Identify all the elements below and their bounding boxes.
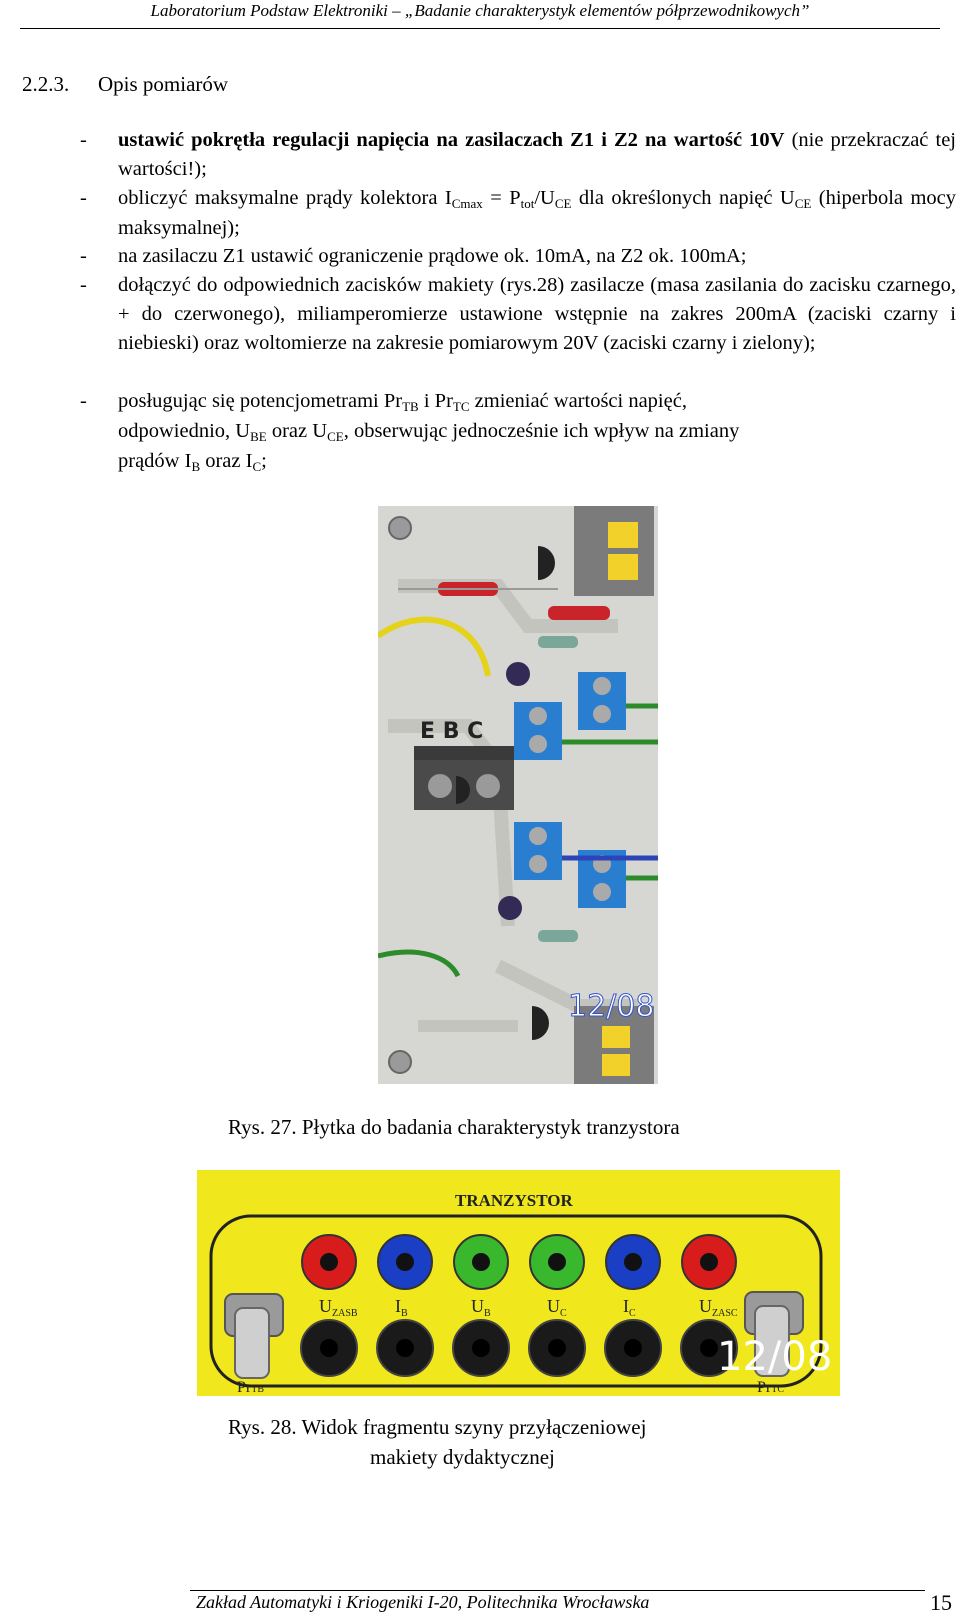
item-5-text: odpowiednio, U bbox=[118, 420, 251, 442]
jack-label: $I_C$ bbox=[623, 1296, 636, 1319]
item-1-bold: ustawić pokrętła regulacji napięcia na zasilaczach Z1 i Z2 na wartość 10V bbox=[118, 129, 785, 151]
figure-2-caption-line-1: Rys. 28. Widok fragmentu szyny przyłączeniowej bbox=[228, 1415, 647, 1439]
pot-right-label: Pr bbox=[757, 1379, 772, 1396]
item-5-text: ; bbox=[261, 450, 267, 472]
item-5-text: oraz U bbox=[266, 420, 328, 442]
section-title: Opis pomiarów bbox=[98, 72, 229, 96]
pcb-date-label: 12/08 bbox=[568, 989, 655, 1024]
item-5-text: zmieniać wartości napięć, bbox=[469, 390, 687, 412]
item-2-text: (hiperbola mocy maksymalnej); bbox=[118, 187, 956, 239]
header-text: Laboratorium Podstaw Elektroniki – „Badanie charakterystyk elementów półprzewodnikowych” bbox=[150, 1, 810, 20]
item-5-text: i Pr bbox=[418, 390, 453, 412]
item-5-text: prądów I bbox=[118, 450, 192, 472]
page-header bbox=[0, 0, 960, 30]
item-4-text: dołączyć do odpowiednich zacisków makiety (rys.28) zasilacze (masa zasilania do zacisku czarnego, + do czerwonego), miliamperomierze ustawione wstępnie na zakres 200mA (zaciski czarny i niebieski) oraz woltomierze na zakresie pomiarowym 20V (zaciski czarny i zielony); bbox=[118, 274, 956, 354]
list-item: - ustawić pokrętła regulacji napięcia na zasilaczach Z1 i Z2 na wartość 10V (nie przekraczać tej wartości!); bbox=[80, 129, 956, 180]
item-3-text: na zasilaczu Z1 ustawić ograniczenie prądowe ok. 10mA, na Z2 ok. 100mA; bbox=[118, 245, 747, 267]
item-5-sub: B bbox=[191, 459, 201, 474]
list-item: - dołączyć do odpowiednich zacisków makiety (rys.28) zasilacze (masa zasilania do zacisku czarnego, + do czerwonego), miliamperomierze ustawione wstępnie na zakres 200mA (zaciski czarny i niebieski) oraz woltomierze na zakresie pomiarowym 20V (zaciski czarny i zielony); bbox=[80, 271, 956, 358]
jack-label: $U_B$ bbox=[471, 1296, 491, 1319]
jack-hole bbox=[700, 1339, 718, 1357]
footer-rule bbox=[190, 1590, 925, 1591]
jack-label: $U_C$ bbox=[547, 1296, 567, 1319]
jack-label: $U_{ZASC}$ bbox=[699, 1296, 738, 1319]
list-item: - obliczyć maksymalne prądy kolektora ICmax = Ptot/UCE dla określonych napięć UCE (hiperbola mocy maksymalnej); bbox=[80, 187, 956, 239]
list-item: - posługując się potencjometrami PrTB i PrTC zmieniać wartości napięć, odpowiednio, UBE oraz UCE, obserwując jednocześnie ich wpływ na zmiany prądów IB oraz IC; bbox=[80, 390, 740, 474]
item-5-text: , obserwując jednocześnie ich wpływ na zmiany bbox=[343, 420, 740, 442]
item-5-sub: CE bbox=[327, 429, 344, 444]
pot-left-label: Pr bbox=[237, 1379, 252, 1396]
header-rule bbox=[20, 28, 940, 29]
list-item: - na zasilaczu Z1 ustawić ograniczenie prądowe ok. 10mA, na Z2 ok. 100mA; bbox=[80, 242, 956, 271]
item-5-sub: TC bbox=[452, 399, 470, 414]
jack-hole bbox=[624, 1339, 642, 1357]
item-2-sub: CE bbox=[794, 196, 812, 211]
jack-hole bbox=[700, 1253, 718, 1271]
pcb-photo bbox=[378, 506, 658, 1084]
item-2-text: obliczyć maksymalne prądy kolektora I bbox=[118, 187, 452, 209]
item-1-rest: (nie przekraczać tej wartości!); bbox=[118, 129, 956, 180]
pcb-illustration bbox=[378, 506, 658, 1084]
item-5-sub: BE bbox=[250, 429, 267, 444]
figure-1-caption: Rys. 27. Płytka do badania charakterystyk tranzystora bbox=[228, 1115, 680, 1139]
page-number: 15 bbox=[930, 1590, 952, 1615]
item-5-sub: TB bbox=[402, 399, 419, 414]
panel-date-label: 12/08 bbox=[717, 1334, 833, 1380]
jack-hole bbox=[472, 1339, 490, 1357]
item-5-sub: C bbox=[252, 459, 262, 474]
connector-strip-illustration bbox=[197, 1170, 840, 1396]
panel-title: TRANZYSTOR bbox=[455, 1191, 573, 1210]
jack-label: $U_{ZASB}$ bbox=[319, 1296, 358, 1319]
item-2-sub: tot bbox=[520, 196, 535, 211]
figure-2-caption-line-2: makiety dydaktycznej bbox=[370, 1445, 555, 1469]
jack-hole bbox=[548, 1253, 566, 1271]
pot-right-sub: TC bbox=[771, 1384, 785, 1395]
jack-hole bbox=[320, 1339, 338, 1357]
item-2-text: /U bbox=[534, 187, 555, 209]
item-2-sub: Cmax bbox=[451, 196, 483, 211]
item-5-text: oraz I bbox=[200, 450, 253, 472]
jack-hole bbox=[548, 1339, 566, 1357]
item-5-text: posługując się potencjometrami Pr bbox=[118, 390, 403, 412]
section-heading bbox=[22, 72, 228, 97]
section-number: 2.2.3. bbox=[22, 72, 70, 96]
jack-hole bbox=[396, 1339, 414, 1357]
item-2-text: = P bbox=[482, 187, 521, 209]
pot-left-sub: TB bbox=[251, 1384, 265, 1395]
jack-hole bbox=[624, 1253, 642, 1271]
item-2-sub: CE bbox=[554, 196, 572, 211]
jack-hole bbox=[472, 1253, 490, 1271]
jack-label: $I_B$ bbox=[395, 1296, 408, 1319]
jack-hole bbox=[396, 1253, 414, 1271]
connector-strip-photo bbox=[197, 1170, 840, 1396]
item-2-text: dla określonych napięć U bbox=[571, 187, 795, 209]
ebc-label: E B C bbox=[420, 719, 484, 744]
jack-hole bbox=[320, 1253, 338, 1271]
footer-text: Zakład Automatyki i Kriogeniki I-20, Politechnika Wrocławska bbox=[196, 1592, 650, 1612]
